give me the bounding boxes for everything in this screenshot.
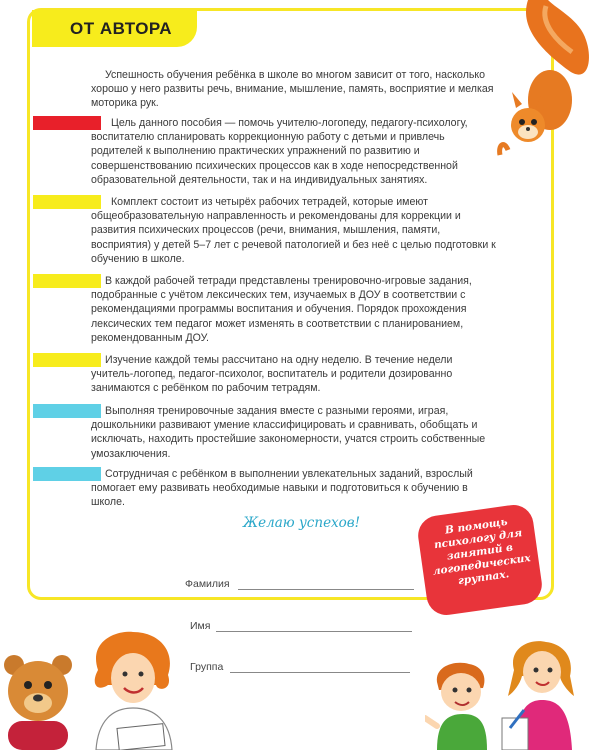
boy-shirt <box>437 714 487 750</box>
girl-face <box>523 651 561 693</box>
squirrel-eye-right <box>531 119 537 125</box>
paragraph-1: Успешность обучения ребёнка в школе во многом зависит от того, насколько хорошо у него развиты речь, внимание, мышление, память, восприятие и мелкая моторика рук. <box>91 69 494 110</box>
paragraph-4: В каждой рабочей тетради представлены тренировочно-игровые задания, подобранные с учётом лексических тем, изучаемых в ДОУ в соответствии с рекомендациями программы воспитания и обучения. Порядок прохождения лексических тем педагог может изменять в соответствии с планированием, рекомендованным ДОУ. <box>91 275 472 344</box>
wish-text: Желаю успехов! <box>243 515 361 531</box>
teacher-eye-right <box>139 672 144 677</box>
boy-eye-left <box>453 688 458 693</box>
bear-eye-right <box>44 681 52 689</box>
surname-label: Фамилия <box>185 578 230 590</box>
squirrel-paw <box>500 145 508 155</box>
boy-eye-right <box>467 688 472 693</box>
name-line[interactable] <box>216 631 412 632</box>
squirrel-ear-left <box>512 92 522 108</box>
teacher-face <box>111 653 155 703</box>
group-label: Группа <box>190 661 224 673</box>
group-line[interactable] <box>230 672 410 673</box>
bear-illustration <box>0 655 80 750</box>
teacher-eye-left <box>123 672 128 677</box>
paragraph-2: Цель данного пособия — помочь учителю-логопеду, педагогу-психологу, воспитателю спланировать коррекционную работу с детьми и привлечь родителей к выполнению практических упражнений по развитию и совершенствованию психических процессов как в ходе непосредственной образовательной деятельности, так и на индивидуальных занятиях. <box>91 117 468 186</box>
boy-arm <box>425 718 437 726</box>
girl-eye-right <box>548 668 553 673</box>
girl-eye-left <box>534 668 539 673</box>
squirrel-nose <box>526 127 530 131</box>
bear-nose <box>33 695 43 702</box>
name-label: Имя <box>190 620 211 632</box>
bear-eye-left <box>24 681 32 689</box>
paragraph-5: Изучение каждой темы рассчитано на одну неделю. В течение недели учитель-логопед, педагог-психолог, воспитатель и родители дозированно занимаются с ребёнком по рабочим тетрадям. <box>91 354 453 395</box>
teacher-illustration <box>78 630 188 750</box>
paragraph-7: Сотрудничая с ребёнком в выполнении увлекательных заданий, взрослый помогает ему развивать необходимые навыки и подготовиться к обучению в школе. <box>91 468 473 509</box>
paragraph-3: Комплект состоит из четырёх рабочих тетрадей, которые имеют общеобразовательную направленность и рекомендованы для коррекции и развития психических процессов (речи, внимания, мышления, памяти, восприятия) у детей 5–7 лет с речевой патологией и без неё с целью подготовки к обучению в школе. <box>91 196 496 265</box>
bear-body <box>8 721 68 750</box>
paragraph-6: Выполняя тренировочные задания вместе с разными героями, играя, дошкольники развивают умение классифицировать и сравнивать, обобщать и исключать, находить простейшие закономерности, учатся строить собственные умозаключения. <box>91 405 486 460</box>
page-title: ОТ АВТОРА <box>70 19 173 38</box>
info-badge <box>422 510 538 610</box>
teacher-paper <box>117 724 165 750</box>
surname-line[interactable] <box>238 589 414 590</box>
badge-text: В помощь психологу для занятий в логопедических группах. <box>432 515 532 588</box>
girl-illustration <box>500 640 600 750</box>
squirrel-illustration <box>488 0 600 165</box>
squirrel-eye-left <box>519 119 525 125</box>
boy-illustration <box>425 660 505 750</box>
